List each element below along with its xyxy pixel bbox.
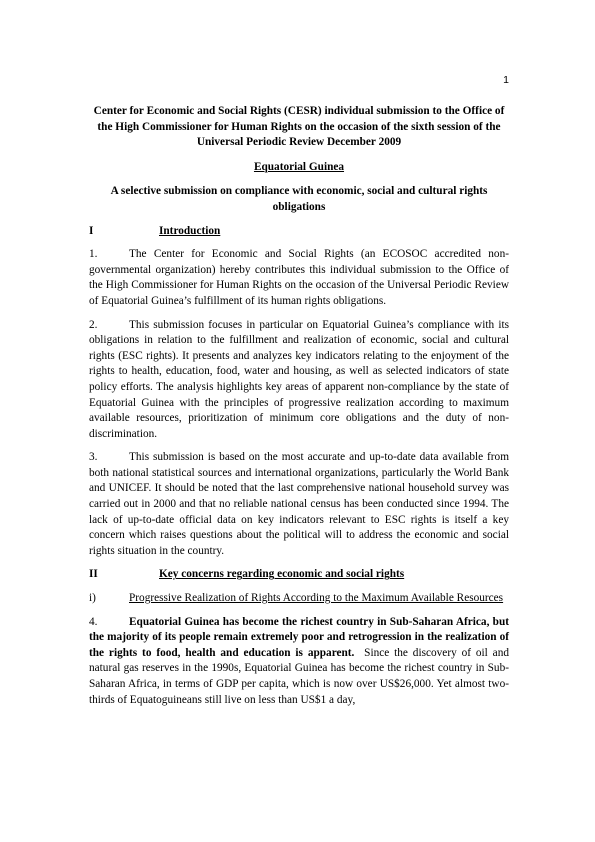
paragraph-bold-lead: Equatorial Guinea has become the richest country in Sub-Saharan Africa, but the majority of its people remain extremely poor and retrogression in the realization of the rights to food, health and education is apparent.: [89, 615, 509, 659]
paragraph-text: Since the discovery of oil and natural gas reserves in the 1990s, Equatorial Guinea has become the richest country in Sub-Saharan Africa, in terms of GDP per capita, which is now over US$26,000. Yet almost two-thirds of Equatoguineans still live on less than US$1 a day,: [89, 646, 509, 706]
paragraph-1: [89, 247, 509, 309]
section-introduction: [89, 224, 509, 240]
paragraph-number: 2.: [89, 318, 98, 331]
paragraph-text: The Center for Economic and Social Rights (an ECOSOC accredited non-governmental organization) hereby contributes this individual submission to the Office of the High Commissioner for Human Rights on the occasion of the Universal Periodic Review of Equatorial Guinea’s fulfillment of its human rights obligations.: [89, 248, 509, 307]
paragraph-4: [89, 615, 509, 709]
section-key-concerns: [89, 567, 509, 583]
page-number: 1: [503, 74, 509, 86]
paragraph-text: This submission is based on the most accurate and up-to-date data available from both national statistical sources and international organizations, particularly the World Bank and UNICEF. It should be noted that the last comprehensive national household survey was carried out in 2000 and that no reliable national census has been conducted since 1994. The lack of up-to-date official data on key indicators relevant to ESC rights is itself a key concern which raises questions about the political will to address the economic and social rights situation in the country.: [89, 451, 509, 557]
paragraph-number: 4.: [89, 615, 98, 628]
document-subtitle: A selective submission on compliance with economic, social and cultural rights obligations: [110, 185, 488, 213]
paragraph-number: 3.: [89, 451, 98, 464]
paragraph-2: [89, 318, 509, 443]
subsection-number: i): [89, 592, 96, 605]
section-heading: Introduction: [159, 224, 221, 237]
country-heading: Equatorial Guinea: [253, 160, 345, 173]
paragraph-3: [89, 450, 509, 559]
section-heading: Key concerns regarding economic and social rights: [159, 568, 405, 581]
subsection-progressive-realization: [89, 591, 509, 607]
section-number: I: [89, 224, 94, 237]
paragraph-text: This submission focuses in particular on Equatorial Guinea’s compliance with its obligations in relation to the fulfillment and realization of economic, social and cultural rights (ESC rights). It presents and analyzes key indicators relating to the enjoyment of the rights to health, education, food, water and housing, as well as selected indicators of state policy efforts. The analysis highlights key areas of apparent non-compliance by the state of Equatorial Guinea with the principles of progressive realization according to maximum available resources, prioritization of minimum core obligations and the duty of non-discrimination.: [89, 318, 509, 440]
section-number: II: [89, 568, 98, 581]
subsection-heading: Progressive Realization of Rights According to the Maximum Available Resources: [129, 592, 504, 605]
paragraph-number: 1.: [89, 248, 98, 261]
document-title: Center for Economic and Social Rights (CESR) individual submission to the Office of the High Commissioner for Human Rights on the occasion of the sixth session of the Universal Periodic Review December 2009: [93, 105, 505, 149]
document-body: [89, 104, 509, 708]
